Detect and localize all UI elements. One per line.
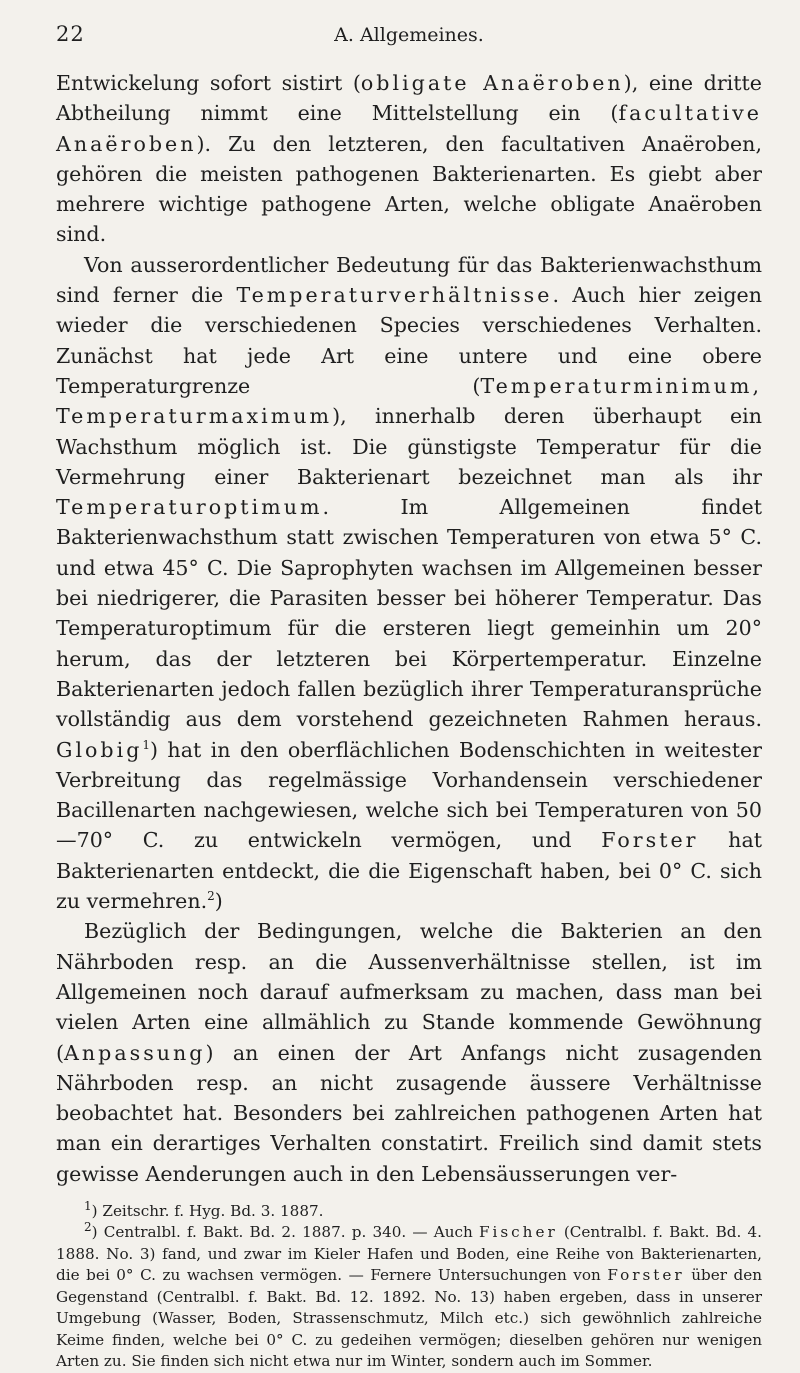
emphasized-term: Fischer (478, 1223, 558, 1242)
text-run: hat Bakterienarten entdeckt, die die Eigenschaft haben, bei 0° C. sich zu vermehren. (56, 828, 762, 914)
text-run: ) Zeitschr. f. Hyg. Bd. 3. 1887. (91, 1201, 324, 1220)
text-run: ). Zu den letzteren, den facultativen Anaëroben, gehören die meisten pathogenen Bakterienarten. Es giebt aber mehrere wichtige pathogene Arten, welche obligate Anaëroben sind. (56, 131, 762, 247)
text-run: . Im Allgemeinen findet Bakterienwachsthum statt zwischen Temperaturen von etwa 5° C. und etwa 45° C. Die Saprophyten wachsen im Allgemeinen besser bei niedrigerer, die Parasiten besser bei höherer Temperatur. Das Temperaturoptimum für die ersteren liegt gemeinhin um 20° herum, das der letzteren bei Körpertemperatur. Einzelne Bakterienarten jedoch fallen bezüglich ihrer Temperaturansprüche vollständig aus dem vorstehend gezeichneten Rahmen heraus. (56, 495, 762, 732)
body-text (56, 68, 762, 1189)
page (56, 22, 762, 1373)
footnote-ref: 2 (207, 889, 215, 904)
footnote (56, 1198, 762, 1223)
emphasized-term: Forster (601, 828, 699, 853)
footnote-ref: 1 (84, 1198, 92, 1213)
page-number: 22 (56, 22, 85, 46)
text-run: (Centralbl. f. Bakt. Bd. 4. 1888. No. 3) fand, und zwar im Kieler Hafen und Boden, eine Reihe von Bakterienarten, die bei 0° C. zu wachsen vermögen. — Fernere Untersuchungen von (56, 1223, 762, 1285)
emphasized-term: obligate Anaëroben (360, 71, 624, 95)
running-head: A. Allgemeines. (334, 24, 484, 46)
emphasized-term: Temperaturoptimum (56, 495, 323, 520)
footnote-ref: 1 (142, 737, 151, 752)
footnotes (56, 1198, 763, 1373)
text-run: Bezüglich der Bedingungen, welche die Bakterien an den Nährboden resp. an die Aussenverhältnisse stellen, ist im Allgemeinen noch darauf aufmerksam zu machen, dass man bei vielen Arten eine allmählich zu Stande kommende Gewöhnung ( (56, 919, 762, 1065)
text-run: . Auch hier zeigen wieder die verschiedenen Species verschiedenes Verhalten. Zunächst hat jede Art eine untere und eine obere Temperaturgrenze ( (56, 283, 762, 398)
text-run: ), eine dritte Abtheilung nimmt eine Mittelstellung ein ( (56, 71, 762, 126)
text-run: ) an einen der Art Anfangs nicht zusagenden Nährboden resp. an nicht zusagende äussere Verhältnisse beobachtet hat. Besonders bei zahlreichen pathogenen Arten hat man ein derartiges Verhalten constatirt. Freilich sind damit stets gewisse Aenderungen auch in den Lebensäusserungen ver- (56, 1040, 762, 1186)
text-run: über den Gegenstand (Centralbl. f. Bakt. Bd. 12. 1892. No. 13) haben ergeben, dass in unserer Umgebung (Wasser, Boden, Strassenschmutz, Milch etc.) sich gewöhnlich zahlreiche Keime finden, welche bei 0° C. zu gedeihen vermögen; dieselben gehören nur wenigen Arten zu. Sie finden sich nicht etwa nur im Winter, sondern auch im Sommer. (56, 1266, 763, 1371)
emphasized-term: facultative Anaëroben (56, 101, 762, 156)
footnote-ref: 2 (84, 1220, 92, 1235)
text-run: Von ausserordentlicher Bedeutung für das Bakterienwachsthum sind ferner die (56, 252, 762, 308)
paragraph (56, 916, 762, 1189)
emphasized-term: Temperaturverhältnisse (236, 283, 553, 308)
text-run: ) (214, 889, 223, 914)
text-run: ) hat in den oberflächlichen Bodenschichten in weitester Verbreitung das regelmässige Vorhandensein verschiedener Bacillenarten nachgewiesen, welche sich bei Temperaturen von 50—70° C. zu entwickeln vermögen, und (56, 737, 762, 853)
paragraph (56, 68, 762, 250)
emphasized-term: Forster (607, 1266, 685, 1285)
emphasized-term: Globig (56, 737, 143, 762)
text-run: Entwickelung sofort sistirt ( (56, 71, 361, 95)
emphasized-term: Anpassung (64, 1040, 206, 1065)
footnote (56, 1222, 762, 1373)
emphasized-term: Temperaturminimum, Temperaturmaximum (56, 373, 762, 429)
text-run: ), innerhalb deren überhaupt ein Wachsthum möglich ist. Die günstigste Temperatur für die Vermehrung einer Bakterienart bezeichnet man als ihr (56, 404, 762, 489)
text-run: ) Centralbl. f. Bakt. Bd. 2. 1887. p. 340. — Auch (91, 1223, 479, 1242)
paragraph (56, 250, 762, 917)
page-header (56, 22, 762, 58)
